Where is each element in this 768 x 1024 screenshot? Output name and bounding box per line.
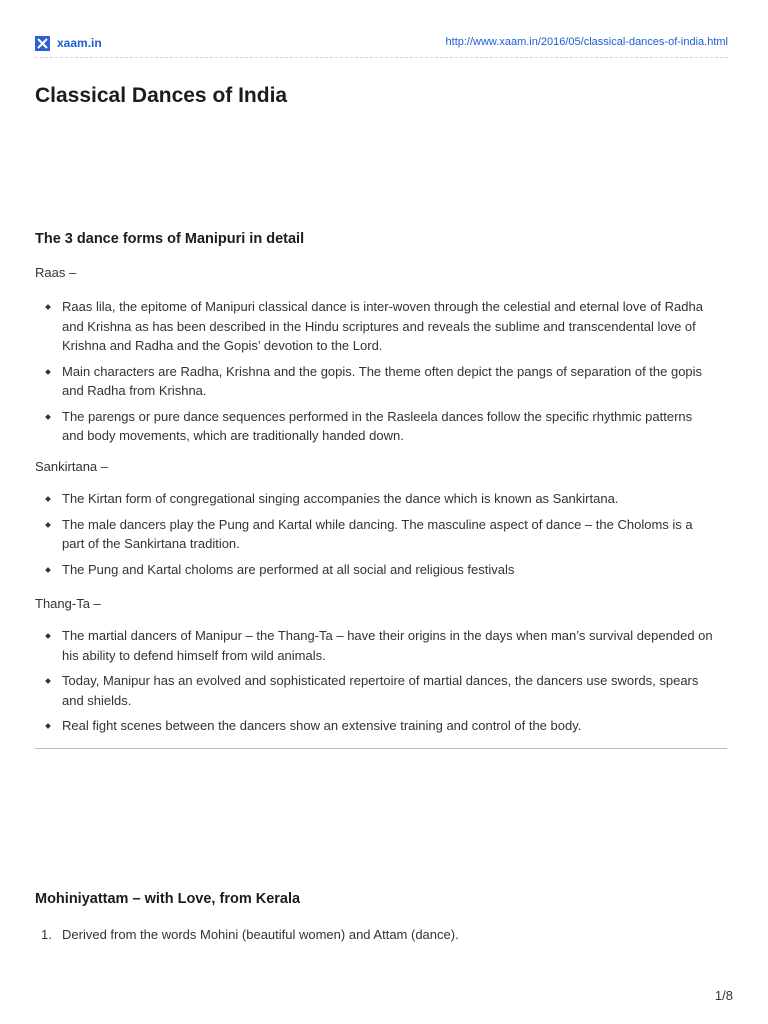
bullet-icon bbox=[45, 567, 51, 573]
list-item bbox=[35, 626, 715, 665]
list-item-text: Main characters are Radha, Krishna and the gopis. The theme often depict the pangs of separation of the gopis and Radha from Krishna. bbox=[62, 363, 703, 398]
bullet-icon bbox=[45, 678, 51, 684]
page-url-link[interactable]: http://www.xaam.in/2016/05/classical-dances-of-india.html bbox=[445, 36, 728, 48]
list-item-text: The parengs or pure dance sequences performed in the Rasleela dances follow the specific rhythmic patterns and body movements, which are traditionally handed down. bbox=[62, 408, 693, 443]
raas-label: Raas – bbox=[35, 265, 77, 280]
site-name-link[interactable]: xaam.in bbox=[57, 36, 102, 50]
list-item-text: The Kirtan form of congregational singing accompanies the dance which is known as Sankirtana. bbox=[62, 491, 619, 506]
list-item-text: Real fight scenes between the dancers show an extensive training and control of the body. bbox=[62, 718, 582, 733]
list-item-text: Today, Manipur has an evolved and sophisticated repertoire of martial dances, the dancers use swords, spears and shields. bbox=[62, 673, 699, 708]
list-item bbox=[35, 560, 715, 580]
list-item-text: Derived from the words Mohini (beautiful women) and Attam (dance). bbox=[62, 927, 459, 942]
list-item bbox=[35, 407, 715, 446]
list-item-text: The male dancers play the Pung and Kartal while dancing. The masculine aspect of dance – the Choloms is a part of the Sankirtana tradition. bbox=[62, 516, 693, 551]
thangta-list bbox=[35, 626, 715, 742]
list-item bbox=[35, 362, 715, 401]
page-number: 1/8 bbox=[714, 988, 733, 1003]
sankirtana-list bbox=[35, 489, 715, 585]
page-title: Classical Dances of India bbox=[35, 84, 288, 107]
list-item bbox=[35, 515, 715, 554]
list-item bbox=[35, 671, 715, 710]
bullet-icon bbox=[45, 522, 51, 528]
list-item-text: The martial dancers of Manipur – the Thang-Ta – have their origins in the days when man’s survival depended on his ability to defend himself from wild animals. bbox=[62, 628, 713, 663]
bullet-icon bbox=[45, 496, 51, 502]
mohiniyattam-list bbox=[35, 925, 715, 945]
list-item-text: The Pung and Kartal choloms are performed at all social and religious festivals bbox=[62, 561, 515, 577]
bullet-icon bbox=[45, 414, 51, 420]
raas-list bbox=[35, 297, 715, 452]
bullet-icon bbox=[45, 633, 51, 639]
page-header bbox=[35, 35, 728, 53]
list-item-text: Raas lila, the epitome of Manipuri classical dance is inter-woven through the celestial and eternal love of Radha and Krishna as has been described in the Hindu scriptures and reveals the sublime and transcendental love of Krishna and Radha and the Gopis’ devotion to the Lord. bbox=[62, 299, 703, 353]
list-item bbox=[35, 489, 715, 509]
list-item bbox=[35, 297, 715, 356]
list-item bbox=[35, 925, 715, 945]
thangta-label: Thang-Ta – bbox=[35, 596, 101, 611]
bullet-icon bbox=[45, 304, 51, 310]
list-item bbox=[35, 716, 715, 736]
section-divider bbox=[35, 748, 727, 749]
site-logo-icon[interactable] bbox=[35, 36, 50, 51]
manipuri-heading: The 3 dance forms of Manipuri in detail bbox=[35, 231, 305, 247]
list-item-number: 1. bbox=[41, 927, 52, 942]
mohiniyattam-heading: Mohiniyattam – with Love, from Kerala bbox=[35, 891, 301, 907]
bullet-icon bbox=[45, 369, 51, 375]
header-divider bbox=[35, 57, 728, 58]
bullet-icon bbox=[45, 723, 51, 729]
sankirtana-label: Sankirtana – bbox=[35, 459, 108, 474]
